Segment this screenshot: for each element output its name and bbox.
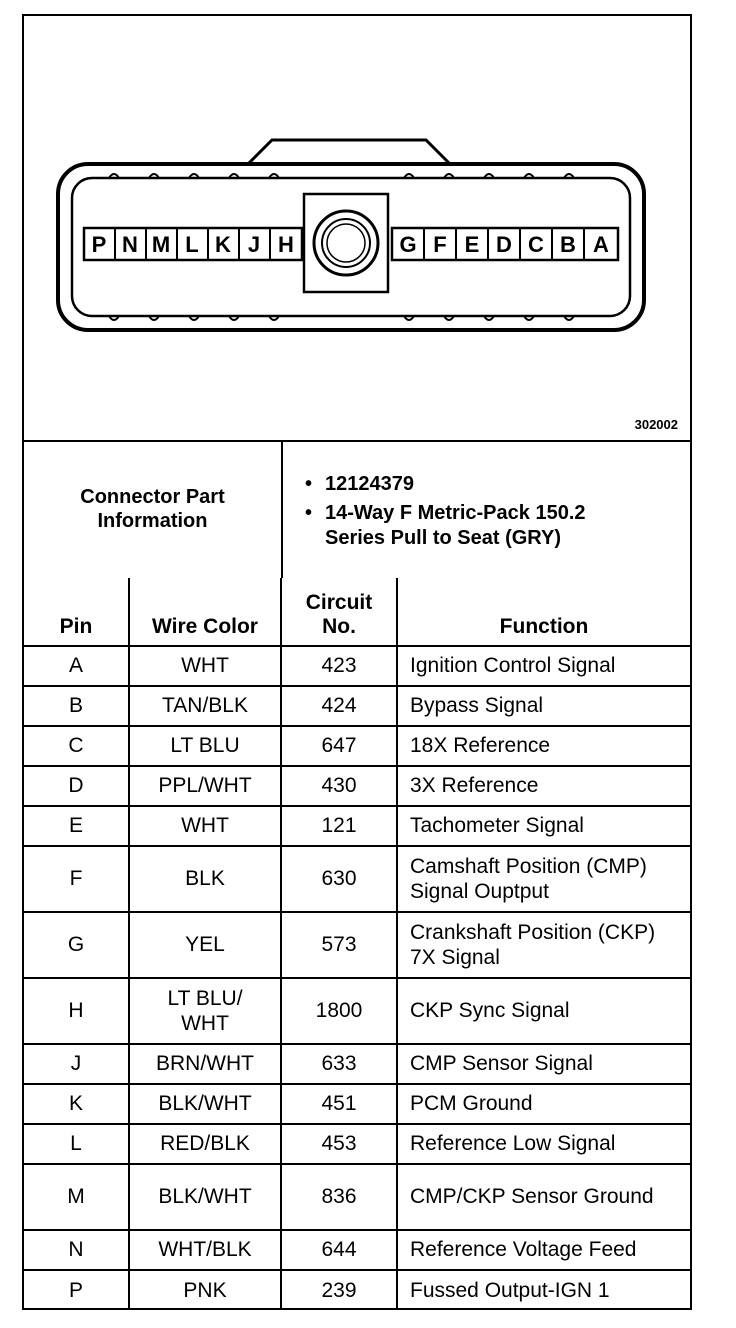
cell-function: CKP Sync Signal [397, 978, 690, 1044]
cell-pin: J [24, 1044, 129, 1084]
cell-pin: P [24, 1270, 129, 1310]
pin-label-g: G [399, 232, 417, 257]
cell-function: CMP/CKP Sensor Ground [397, 1164, 690, 1230]
cell-pin: E [24, 806, 129, 846]
cell-circuit: 453 [281, 1124, 397, 1164]
cell-circuit: 451 [281, 1084, 397, 1124]
cell-wire-color: YEL [129, 912, 281, 978]
cell-circuit: 647 [281, 726, 397, 766]
pin-label-k: K [215, 232, 231, 257]
cell-pin: G [24, 912, 129, 978]
cell-circuit: 836 [281, 1164, 397, 1230]
cell-function: Bypass Signal [397, 686, 690, 726]
cell-function: CMP Sensor Signal [397, 1044, 690, 1084]
cell-circuit: 423 [281, 646, 397, 686]
pin-label-d: D [496, 232, 512, 257]
cell-circuit: 430 [281, 766, 397, 806]
cell-function: Fussed Output-IGN 1 [397, 1270, 690, 1310]
header-function: Function [397, 578, 690, 646]
table-row [24, 686, 690, 726]
part-number: • 12124379 [325, 472, 674, 497]
pinout-table [24, 578, 690, 1310]
cell-circuit: 644 [281, 1230, 397, 1270]
cell-function: Reference Voltage Feed [397, 1230, 690, 1270]
pin-label-n: N [122, 232, 138, 257]
connector-diagram [24, 16, 690, 442]
cell-wire-color: LT BLU [129, 726, 281, 766]
connector-info-table [24, 440, 690, 578]
pin-label-l: L [185, 232, 199, 257]
cell-pin: M [24, 1164, 129, 1230]
cell-function: Reference Low Signal [397, 1124, 690, 1164]
table-row [24, 1044, 690, 1084]
pin-label-h: H [278, 232, 294, 257]
table-row [24, 1084, 690, 1124]
pin-label-m: M [151, 232, 171, 257]
cell-wire-color: WHT/BLK [129, 1230, 281, 1270]
cell-circuit: 239 [281, 1270, 397, 1310]
connector-illustration [24, 16, 690, 440]
cell-circuit: 630 [281, 846, 397, 912]
table-row [24, 846, 690, 912]
cell-wire-color: BLK [129, 846, 281, 912]
cell-wire-color: BLK/WHT [129, 1164, 281, 1230]
cell-wire-color: RED/BLK [129, 1124, 281, 1164]
cell-pin: D [24, 766, 129, 806]
cell-wire-color: BLK/WHT [129, 1084, 281, 1124]
header-circuit-no: Circuit No. [281, 578, 397, 646]
pin-label-j: J [247, 232, 261, 257]
cell-function: Tachometer Signal [397, 806, 690, 846]
connector-description: • 14-Way F Metric-Pack 150.2 Series Pull to Seat (GRY) [325, 501, 615, 551]
table-row [24, 726, 690, 766]
cell-wire-color: TAN/BLK [129, 686, 281, 726]
cell-pin: H [24, 978, 129, 1044]
cell-pin: A [24, 646, 129, 686]
cell-pin: B [24, 686, 129, 726]
pin-label-b: B [560, 232, 576, 257]
pinout-sheet [22, 14, 692, 1310]
cell-circuit: 424 [281, 686, 397, 726]
cell-function: Camshaft Position (CMP) Signal Ouptput [397, 846, 690, 912]
header-wire-color: Wire Color [129, 578, 281, 646]
cell-wire-color: LT BLU/ WHT [129, 978, 281, 1044]
table-row [24, 978, 690, 1044]
header-pin: Pin [24, 578, 129, 646]
cell-wire-color: PNK [129, 1270, 281, 1310]
connector-info-details [282, 440, 690, 578]
cell-pin: K [24, 1084, 129, 1124]
table-row [24, 912, 690, 978]
cell-circuit: 121 [281, 806, 397, 846]
cell-function: Crankshaft Position (CKP) 7X Signal [397, 912, 690, 978]
cell-wire-color: WHT [129, 806, 281, 846]
table-row [24, 646, 690, 686]
cell-pin: C [24, 726, 129, 766]
table-row [24, 806, 690, 846]
cell-wire-color: PPL/WHT [129, 766, 281, 806]
table-header-row [24, 578, 690, 646]
pin-label-p: P [91, 232, 107, 257]
cell-circuit: 633 [281, 1044, 397, 1084]
connector-info-label: Connector Part Information [24, 440, 282, 578]
cell-circuit: 1800 [281, 978, 397, 1044]
cell-pin: N [24, 1230, 129, 1270]
cell-pin: F [24, 846, 129, 912]
cell-function: 3X Reference [397, 766, 690, 806]
cell-pin: L [24, 1124, 129, 1164]
cell-function: Ignition Control Signal [397, 646, 690, 686]
table-row [24, 1164, 690, 1230]
pin-label-c: C [528, 232, 544, 257]
table-row [24, 1124, 690, 1164]
table-row [24, 766, 690, 806]
table-row [24, 1270, 690, 1310]
pin-label-f: F [433, 232, 447, 257]
table-row [24, 1230, 690, 1270]
pin-label-a: A [593, 232, 609, 257]
cell-function: PCM Ground [397, 1084, 690, 1124]
cell-circuit: 573 [281, 912, 397, 978]
cell-wire-color: WHT [129, 646, 281, 686]
pin-label-e: E [464, 232, 480, 257]
figure-id: 302002 [634, 417, 678, 432]
cell-function: 18X Reference [397, 726, 690, 766]
cell-wire-color: BRN/WHT [129, 1044, 281, 1084]
